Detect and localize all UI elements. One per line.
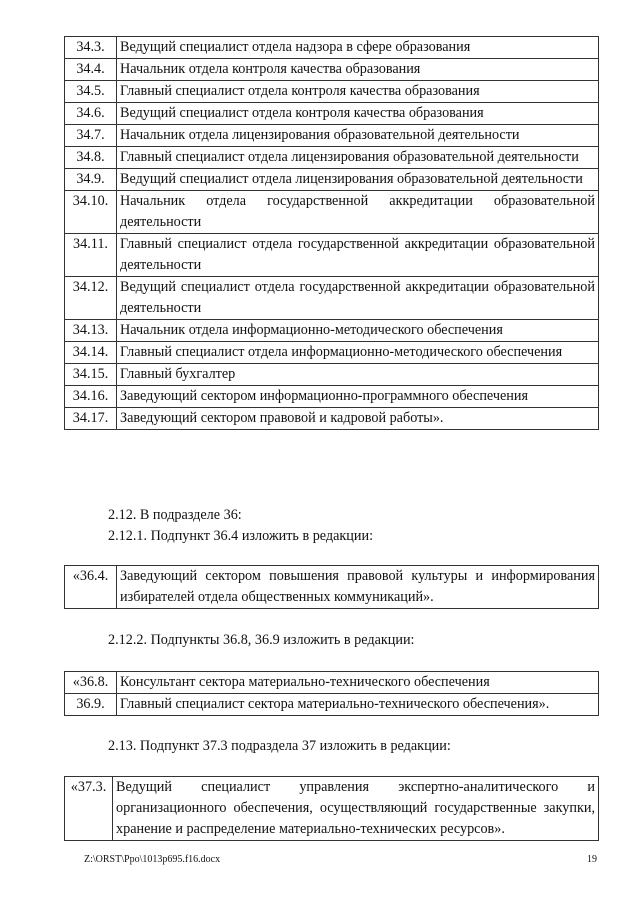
footer-page-number: 19 xyxy=(587,854,597,865)
paragraph-2-12-1: 2.12.1. Подпункт 36.4 изложить в редакции: xyxy=(108,528,374,544)
position-title: Главный специалист отдела государственной аккредитации образовательной деятельности xyxy=(117,234,599,277)
table-row xyxy=(65,672,599,694)
paragraph-2-12-2: 2.12.2. Подпункты 36.8, 36.9 изложить в редакции: xyxy=(108,632,415,648)
item-number: 36.9. xyxy=(65,694,117,716)
table-row xyxy=(65,566,599,609)
position-title: Начальник отдела информационно-методического обеспечения xyxy=(117,320,599,342)
item-number: 34.12. xyxy=(65,277,117,320)
item-number: 34.10. xyxy=(65,191,117,234)
table-row xyxy=(65,147,599,169)
paragraph-2-12: 2.12. В подразделе 36: xyxy=(108,507,242,523)
item-number: 34.3. xyxy=(65,37,117,59)
item-number: 34.4. xyxy=(65,59,117,81)
item-number: «36.8. xyxy=(65,672,117,694)
table-37-3 xyxy=(64,776,599,841)
table-row xyxy=(65,694,599,716)
position-title: Ведущий специалист отдела контроля качества образования xyxy=(117,103,599,125)
position-title: Заведующий сектором информационно-программного обеспечения xyxy=(117,386,599,408)
item-number: 34.7. xyxy=(65,125,117,147)
table-row xyxy=(65,408,599,430)
table-row xyxy=(65,364,599,386)
item-number: 34.6. xyxy=(65,103,117,125)
item-number: 34.11. xyxy=(65,234,117,277)
table-row xyxy=(65,191,599,234)
position-title: Начальник отдела государственной аккредитации образовательной деятельности xyxy=(117,191,599,234)
item-number: 34.13. xyxy=(65,320,117,342)
table-row xyxy=(65,59,599,81)
table-row xyxy=(65,37,599,59)
table-row xyxy=(65,777,599,841)
item-number: 34.15. xyxy=(65,364,117,386)
item-number: 34.17. xyxy=(65,408,117,430)
item-number: 34.8. xyxy=(65,147,117,169)
position-title: Ведущий специалист отдела лицензирования образовательной деятельности xyxy=(117,169,599,191)
position-title: Начальник отдела лицензирования образовательной деятельности xyxy=(117,125,599,147)
table-row xyxy=(65,125,599,147)
footer-file-path: Z:\ORST\Ppo\1013p695.f16.docx xyxy=(84,854,221,865)
position-title: Главный специалист отдела контроля качества образования xyxy=(117,81,599,103)
item-number: «36.4. xyxy=(65,566,117,609)
table-row xyxy=(65,81,599,103)
table-row xyxy=(65,103,599,125)
position-title: Заведующий сектором правовой и кадровой работы». xyxy=(117,408,599,430)
table-row xyxy=(65,234,599,277)
item-number: 34.5. xyxy=(65,81,117,103)
position-title: Ведущий специалист управления экспертно-аналитического и организационного обеспечения, осуществляющий государственные закупки, хранение и распределение материально-технических ресурсов». xyxy=(113,777,599,841)
paragraph-2-13: 2.13. Подпункт 37.3 подраздела 37 изложить в редакции: xyxy=(108,738,451,754)
item-number: 34.14. xyxy=(65,342,117,364)
position-title: Начальник отдела контроля качества образования xyxy=(117,59,599,81)
item-number: 34.9. xyxy=(65,169,117,191)
table-row xyxy=(65,320,599,342)
table-row xyxy=(65,169,599,191)
position-title: Заведующий сектором повышения правовой культуры и информирования избирателей отдела общественных коммуникаций». xyxy=(117,566,599,609)
position-title: Консультант сектора материально-технического обеспечения xyxy=(117,672,599,694)
item-number: «37.3. xyxy=(65,777,113,841)
position-title: Главный бухгалтер xyxy=(117,364,599,386)
item-number: 34.16. xyxy=(65,386,117,408)
table-36-4 xyxy=(64,565,599,609)
position-title: Главный специалист сектора материально-технического обеспечения». xyxy=(117,694,599,716)
table-row xyxy=(65,342,599,364)
positions-table xyxy=(64,36,599,430)
table-36-8 xyxy=(64,671,599,716)
table-row xyxy=(65,277,599,320)
position-title: Ведущий специалист отдела государственной аккредитации образовательной деятельности xyxy=(117,277,599,320)
position-title: Главный специалист отдела информационно-методического обеспечения xyxy=(117,342,599,364)
position-title: Ведущий специалист отдела надзора в сфере образования xyxy=(117,37,599,59)
position-title: Главный специалист отдела лицензирования образовательной деятельности xyxy=(117,147,599,169)
table-row xyxy=(65,386,599,408)
